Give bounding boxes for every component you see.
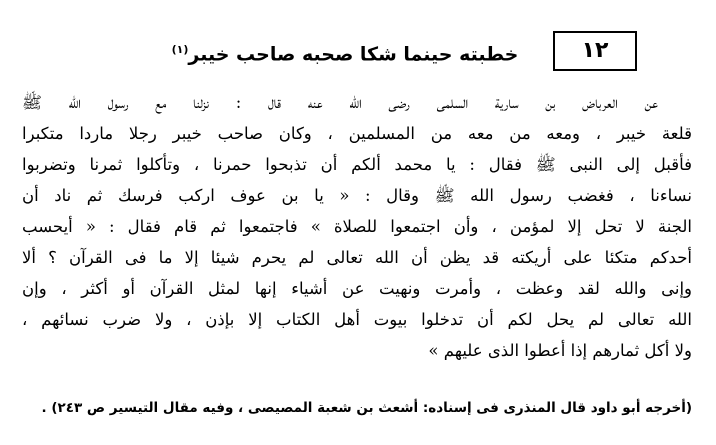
body-line-1: عن العرباض بن سارية السلمى رضى الله عنه قال : نزلنا مع رسول الله ﷺ xyxy=(22,93,658,112)
chapter-number: ١٢ xyxy=(581,38,609,63)
body-line-2: قلعة خيبر ، ومعه من معه من المسلمين ، وكان صاحب خيبر رجلا ماردا متكبرا xyxy=(22,124,692,143)
body-line-5: الجنة لا تحل إلا لمؤمن ، وأن اجتمعوا للصلاة » فاجتمعوا ثم قام فقال : « أيحسب xyxy=(22,217,692,236)
page-title xyxy=(150,36,540,68)
body-line-9: ولا أكل ثمارهم إذا أعطوا الذى عليهم » xyxy=(428,341,692,360)
chapter-number-box xyxy=(553,31,637,71)
body-line-8: الله تعالى لم يحل لكم أن تدخلوا بيوت أهل الكتاب إلا بإذن ، ولا ضرب نسائهم ، xyxy=(22,310,692,329)
title-text: خطبته حينما شكا صحبه صاحب خيبر xyxy=(188,43,519,66)
body-line-6: أحدكم متكئا على أريكته قد يظن أن الله تعالى لم يحرم شيئا إلا ما فى القرآن ؟ ألا xyxy=(22,248,692,267)
title-footnote-marker: (١) xyxy=(171,43,189,56)
body-text xyxy=(22,87,692,366)
body-line-7: وإنى والله لقد وعظت ، وأمرت ونهيت عن أشياء إنها لمثل القرآن أو أكثر ، وإن xyxy=(22,279,692,298)
footnote: (أخرجه أبو داود قال المنذرى فى إسناده: أشعث بن شعبة المصيصى ، وفيه مقال التيسير ص ٢٤٣) . xyxy=(41,400,692,416)
body-line-3: فأقبل إلى النبى ﷺ فقال : يا محمد ألكم أن تذبحوا حمرنا ، وتأكلوا ثمرنا وتضربوا xyxy=(22,155,692,174)
body-line-4: نساءنا ، فغضب رسول الله ﷺ وقال : « يا بن عوف اركب فرسك ثم ناد أن xyxy=(22,186,692,205)
